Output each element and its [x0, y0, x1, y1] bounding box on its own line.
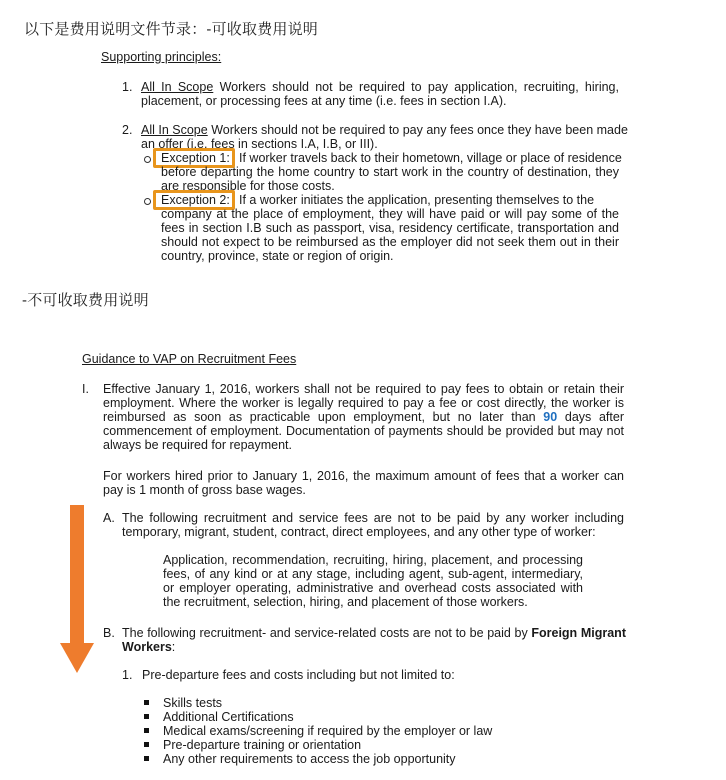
section-b-letter: B. [103, 626, 115, 640]
exception2-line1: If a worker initiates the application, presenting themselves to the [239, 193, 595, 207]
section-b-text [122, 626, 626, 654]
prior-hire-paragraph: For workers hired prior to January 1, 2016, the maximum amount of fees that a worker can pay is 1 month of gross base wages. [103, 469, 624, 497]
bullet-item: Skills tests [163, 696, 223, 710]
sub1-text: Pre-departure fees and costs including but not limited to: [142, 668, 455, 682]
exception1-line1: If worker travels back to their hometown, village or place of residence [239, 151, 622, 165]
sub1-number: 1. [122, 668, 133, 682]
item2-scope-link[interactable]: All In Scope [141, 123, 208, 137]
section-a-text: The following recruitment and service fees are not to be paid by any worker including temporary, migrant, student, contract, direct employees, and any other type of worker: [122, 511, 624, 539]
item2-number: 2. [122, 123, 133, 137]
effective-text-b: days after commencement of employment. Documentation of payments should be provided but may not always be required for repayment. [103, 410, 624, 452]
circle-bullet-icon [144, 156, 151, 163]
exception1-rest: before departing the home country to start work in the country of destination, they are responsible for those costs. [161, 165, 619, 193]
roman-numeral: I. [82, 382, 89, 396]
square-bullet-icon [144, 742, 149, 747]
item1-text: Workers should not be required to pay application, recruiting, hiring, placement, or processing fees at any time (i.e. fees in section I.A). [141, 80, 619, 108]
section-a-letter: A. [103, 511, 115, 525]
effective-text-a: Effective January 1, 2016, workers shall not be required to pay fees to obtain or retain their employment. Where the worker is legally required to pay a fee or cost directly, the worker is reimbursed as soon as practicable upon employment, but no later than [103, 382, 624, 424]
item2-text-line2: an offer (i.e. fees in sections I.A, I.B, or III). [141, 137, 378, 151]
section-b-colon: : [171, 640, 176, 654]
item1-number: 1. [122, 80, 133, 94]
circle-bullet-icon [144, 198, 151, 205]
item2-line1 [141, 123, 631, 137]
square-bullet-icon [144, 728, 149, 733]
intro-heading: 以下是费用说明文件节录：-可收取费用说明 [24, 21, 318, 38]
item2-text-line1: Workers should not be required to pay any fees once they have been made [207, 123, 628, 137]
bullet-item: Medical exams/screening if required by the employer or law [163, 724, 493, 738]
square-bullet-icon [144, 700, 149, 705]
bullet-item: Additional Certifications [163, 710, 294, 724]
non-chargeable-heading: -不可收取费用说明 [22, 292, 149, 309]
guidance-title: Guidance to VAP on Recruitment Fees [82, 352, 297, 366]
supporting-principles-title: Supporting principles: [101, 50, 222, 64]
item1-scope-link[interactable]: All In Scope [141, 80, 214, 94]
square-bullet-icon [144, 714, 149, 719]
exception2-rest: company at the place of employment, they will have paid or will pay some of the fees in section I.B such as passport, visa, residency certificate, transportation and should not expect to be reimbursed as the employer did not seek them out in their country, province, state or region of origin. [161, 207, 619, 263]
exception1-label: Exception 1: [161, 151, 230, 165]
down-arrow-icon [60, 505, 94, 675]
square-bullet-icon [144, 756, 149, 761]
bullet-item: Any other requirements to access the job opportunity [163, 752, 456, 766]
item1-paragraph [141, 80, 619, 108]
foreign-migrant-workers: Foreign Migrant Workers [122, 626, 626, 654]
bullet-item: Pre-departure training or orientation [163, 738, 362, 752]
effective-paragraph [103, 382, 624, 452]
exception2-label: Exception 2: [161, 193, 230, 207]
section-b-text-a: The following recruitment- and service-related costs are not to be paid by [122, 626, 532, 640]
section-a-quote: Application, recommendation, recruiting, hiring, placement, and processing fees, of any kind or at any stage, including agent, sub-agent, intermediary, or employer operating, administrative and overhead costs associated with the recruitment, selection, hiring, and placement of those workers. [163, 553, 583, 609]
days-number: 90 [543, 410, 558, 424]
